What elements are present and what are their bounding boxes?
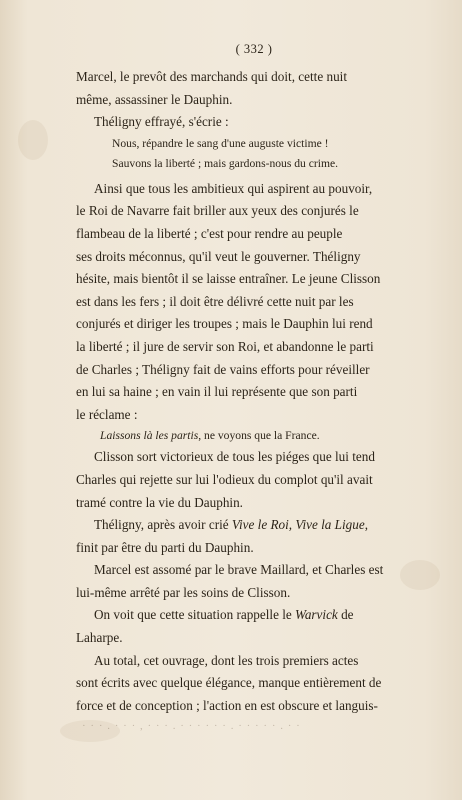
ambitieux-line: flambeau de la liberté ; c'est pour rendre au peuple — [76, 225, 343, 241]
vive-le-roi: Vive le Roi, Vive la Ligue — [231, 517, 365, 533]
ambitieux-line: de Charles ; Théligny fait de vains efforts pour réveiller — [76, 361, 370, 377]
warvick-line-1 — [76, 604, 432, 627]
paragraph-total — [76, 650, 432, 718]
paragraph-victorieux — [76, 446, 432, 514]
ambitieux-line: ses droits méconnus, qu'il veut le gouverner. Théligny — [76, 248, 361, 264]
theligny-line-1-end: , — [364, 517, 369, 533]
ambitieux-line: Ainsi que tous les ambitieux qui aspirent au pouvoir, — [94, 180, 373, 196]
theligny-line-1 — [76, 514, 432, 537]
ambitieux-line: hésite, mais bientôt il se laisse entraîner. Le jeune Clisson — [76, 271, 381, 287]
ambitieux-line: le Roi de Navarre fait briller aux yeux des conjurés le — [76, 203, 359, 219]
total-line: force et de conception ; l'action en est obscure et languis- — [76, 697, 378, 713]
total-line: Au total, cet ouvrage, dont les trois premiers actes — [94, 652, 359, 668]
paragraph-marcel — [76, 559, 432, 604]
opening-line-2: même, assassiner le Dauphin. — [76, 91, 233, 107]
clisson-reply-rest: , ne voyons que la France. — [198, 429, 320, 443]
victorieux-line: Clisson sort victorieux de tous les piéges que lui tend — [94, 449, 375, 465]
page-text — [76, 38, 432, 735]
victorieux-line: tramé contre la vie du Dauphin. — [76, 494, 243, 510]
clisson-reply — [76, 426, 432, 446]
theligny-line-1-start: Théligny, après avoir crié — [94, 517, 232, 533]
ambitieux-line: la liberté ; il jure de servir son Roi, et abandonne le parti — [76, 338, 374, 354]
ambitieux-line: le réclame : — [76, 406, 138, 422]
theligny-intro: Théligny effrayé, s'écrie : — [94, 114, 229, 130]
victorieux-line: Charles qui rejette sur lui l'odieux du complot qu'il avait — [76, 471, 373, 487]
bleed-through-text: · · · . · · · , · · · . · · · · · · . · · · · · . · · — [82, 720, 301, 733]
marcel-line: lui-même arrêté par les soins de Clisson. — [76, 584, 291, 600]
verse-line-1: Nous, répandre le sang d'une auguste victime ! — [112, 136, 329, 150]
theligny-line-2: finit par être du parti du Dauphin. — [76, 539, 254, 555]
ambitieux-line: est dans les fers ; il doit être délivré cette nuit par les — [76, 293, 354, 309]
paragraph-ambitieux — [76, 178, 432, 427]
warvick-line-1-end: de — [337, 607, 354, 623]
paper-stain — [18, 120, 48, 160]
ambitieux-line: en lui sa haine ; en vain il lui représente que son parti — [76, 384, 358, 400]
ambitieux-line: conjurés et diriger les troupes ; mais le Dauphin lui rend — [76, 316, 373, 332]
warvick-line-2: Laharpe. — [76, 630, 123, 646]
verse-line-2: Sauvons la liberté ; mais gardons-nous du crime. — [112, 156, 339, 170]
warvick-title: Warvick — [295, 607, 338, 623]
opening-line-1: Marcel, le prevôt des marchands qui doit, cette nuit — [76, 69, 347, 84]
clisson-reply-italic: Laissons là les partis — [100, 429, 199, 443]
total-line: sont écrits avec quelque élégance, manque entièrement de — [76, 675, 382, 691]
marcel-line: Marcel est assomé par le brave Maillard, et Charles est — [94, 562, 384, 578]
page-number: ( 332 ) — [235, 42, 273, 56]
warvick-line-1-start: On voit que cette situation rappelle le — [94, 607, 296, 623]
